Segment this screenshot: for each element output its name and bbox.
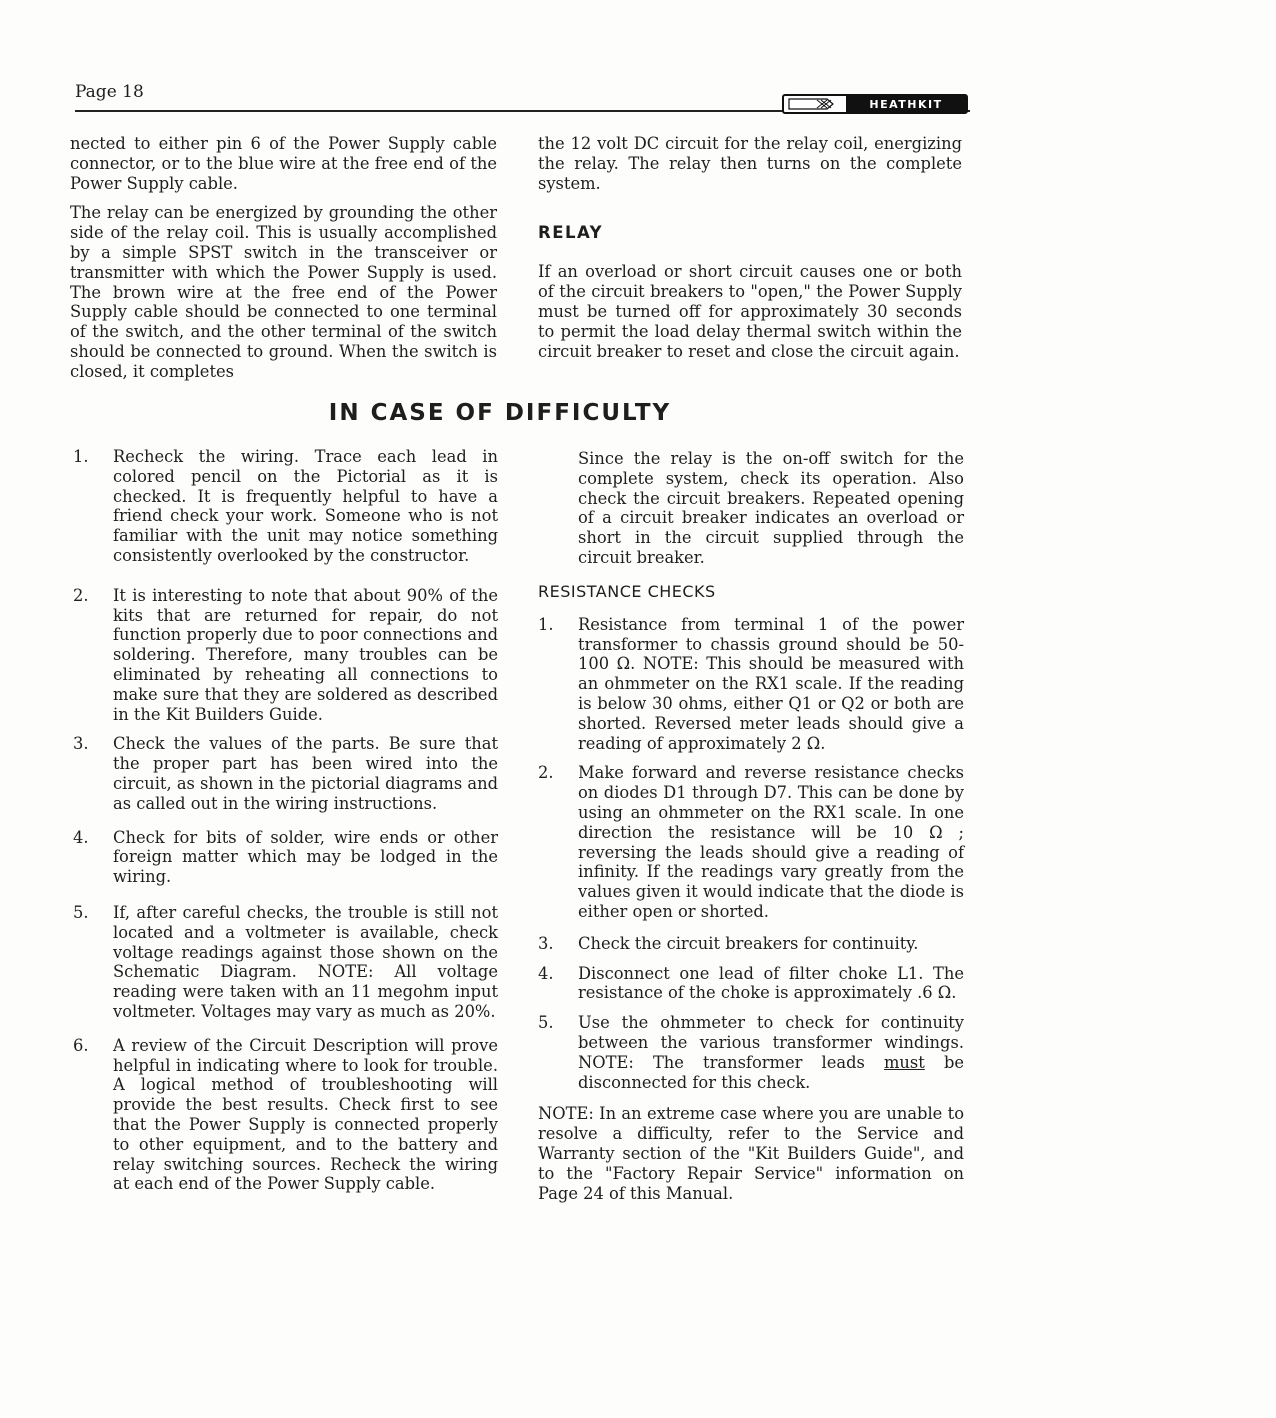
list-item [538, 763, 964, 921]
relay-check-paragraph: Since the relay is the on-off switch for the complete system, check its operation. Also check the circuit breakers. Repeated opening of a circuit breaker indicates an overload or short in the circuit supplied through the circuit breaker. [578, 449, 964, 567]
item-text [578, 1013, 964, 1092]
item-number: 3. [73, 734, 89, 754]
relay-paragraph: If an overload or short circuit causes one or both of the circuit breakers to "open," the Power Supply must be turned off for approximately 30 seconds to permit the load delay thermal switch within the circuit breaker to reset and close the circuit again. [538, 262, 962, 361]
item-number: 6. [73, 1035, 89, 1055]
heathkit-logo [782, 94, 968, 114]
relay-heading: RELAY [538, 223, 604, 243]
item-number: 5. [73, 902, 89, 922]
list-item [73, 1036, 498, 1194]
item-number: 4. [73, 827, 89, 847]
page-number: Page 18 [75, 82, 144, 102]
list-item [538, 1013, 964, 1092]
item-text: A review of the Circuit Description will prove helpful in indicating where to look for trouble. A logical method of troubleshooting will provide the best results. Check first to see that the Power Supply is connected properly to other equipment, and to the battery and relay switching sources. Recheck the wiring at each end of the Power Supply cable. [113, 1035, 498, 1194]
item-text-part: be disconnected for this check. [578, 1052, 964, 1092]
item-text: Disconnect one lead of filter choke L1. The resistance of the choke is approximately .6 Ω. [578, 963, 964, 1003]
item-number: 2. [538, 763, 554, 783]
item-text: If, after careful checks, the trouble is still not located and a voltmeter is available, check voltage readings against those shown on the Schematic Diagram. NOTE: All voltage reading were taken with an 11 megohm input voltmeter. Voltages may vary as much as 20%. [113, 902, 498, 1021]
logo-wordmark: HEATHKIT [846, 96, 966, 112]
top-left-column [70, 134, 497, 382]
resistance-checks-heading: RESISTANCE CHECKS [538, 581, 716, 601]
emphasis-must: must [883, 1052, 925, 1072]
logo-mark-icon [784, 96, 846, 112]
item-text: Recheck the wiring. Trace each lead in colored pencil on the Pictorial as it is checked. It is frequently helpful to have a friend check your work. Someone who is not familiar with the unit may notice something consistently overlooked by the constructor. [113, 447, 498, 565]
item-number: 4. [538, 963, 554, 983]
item-text: It is interesting to note that about 90% of the kits that are returned for repair, do not function properly due to poor connections and soldering. Therefore, many troubles can be eliminated by reheating all connections to make sure that they are soldered as described in the Kit Builders Guide. [113, 585, 498, 724]
item-text-part: Use the ohmmeter to check for continuity between the various transformer windings. NOTE: The transformer leads [578, 1013, 964, 1072]
item-text: Resistance from terminal 1 of the power transformer to chassis ground should be 50-100 Ω. NOTE: This should be measured with an ohmmeter on the RX1 scale. If the reading is below 30 ohms, either Q1 or Q2 or both are shorted. Reversed meter leads should give a reading of approximately 2 Ω. [578, 614, 964, 753]
item-number: 3. [538, 933, 554, 953]
right-lower-column [538, 449, 964, 1203]
item-text: Check for bits of solder, wire ends or other foreign matter which may be lodged in the wiring. [113, 827, 498, 887]
final-note: NOTE: In an extreme case where you are unable to resolve a difficulty, refer to the Service and Warranty section of the "Kit Builders Guide", and to the "Factory Repair Service" information on Page 24 of this Manual. [538, 1104, 964, 1203]
list-item [73, 828, 498, 887]
paragraph: nected to either pin 6 of the Power Supply cable connector, or to the blue wire at the free end of the Power Supply cable. [70, 134, 497, 193]
item-number: 2. [73, 585, 89, 605]
list-item [73, 447, 498, 566]
paragraph: the 12 volt DC circuit for the relay coil, energizing the relay. The relay then turns on the complete system. [538, 134, 962, 193]
list-item [538, 615, 964, 754]
list-item [538, 964, 964, 1004]
top-right-column [538, 134, 962, 361]
difficulty-list [73, 447, 498, 1194]
list-item [73, 586, 498, 725]
item-number: 1. [73, 447, 89, 466]
item-number: 1. [538, 614, 554, 634]
list-item [73, 903, 498, 1022]
item-number: 5. [538, 1013, 554, 1033]
paragraph: The relay can be energized by grounding the other side of the relay coil. This is usually accomplished by a simple SPST switch in the transceiver or transmitter with which the Power Supply is used. The brown wire at the free end of the Power Supply cable should be connected to one terminal of the switch, and the other terminal of the switch should be connected to ground. When the switch is closed, it completes [70, 203, 497, 381]
section-title: IN CASE OF DIFFICULTY [328, 400, 672, 426]
list-item [538, 934, 964, 954]
item-text: Check the values of the parts. Be sure that the proper part has been wired into the circuit, as shown in the pictorial diagrams and as called out in the wiring instructions. [113, 734, 499, 813]
item-text: Make forward and reverse resistance checks on diodes D1 through D7. This can be done by using an ohmmeter on the RX1 scale. In one direction the resistance will be 10 Ω ; reversing the leads should give a reading of infinity. If the readings vary greatly from the values given it would indicate that the diode is either open or shorted. [578, 763, 964, 921]
item-text: Check the circuit breakers for continuity. [578, 933, 919, 953]
list-item [73, 734, 498, 813]
